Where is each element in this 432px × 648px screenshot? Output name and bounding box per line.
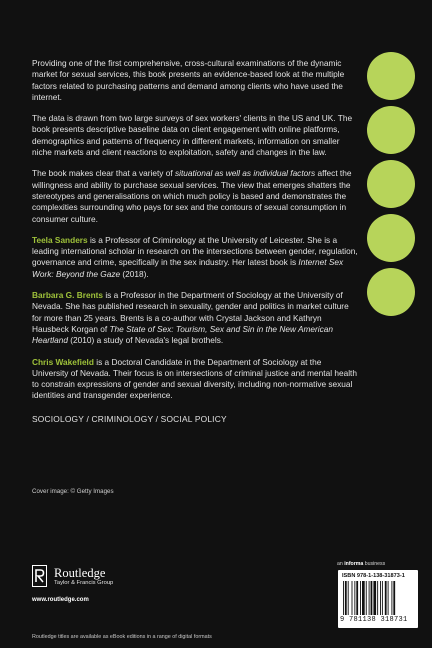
description-p3-end: affect the willingness and ability to purchase sexual services. The view that emerges shatters the stereotypes and generalisations on which much policy is based and demonstrates the complexities surrounding who pays for sex and the contours of sexual consumption in consumer culture. [32,168,352,224]
publisher-group: Taylor & Francis Group [54,580,114,586]
informa-prefix: an [337,561,345,567]
description-paragraph-1: Providing one of the first comprehensive, cross-cultural examinations of the dynamic market for sexual services, this book presents an evidence-based look at the multiple factors related to purchasing patterns and demand among clients who have used the internet. [32,58,345,102]
decorative-dot [367,160,415,208]
author-bio-wakefield [32,357,358,402]
description-p3-emphasis: situational as well as individual factors [174,168,316,179]
ebook-availability-note: Routledge titles are available as eBook editions in a range of digital formats [32,634,212,640]
description-paragraph-2: The data is drawn from two large surveys of sex workers' clients in the US and UK. The book presents descriptive baseline data on client engagement with online platforms, demographics and patterns of frequency in different markets, information on smaller niche markets and client reactions to exploitation, safety and changes in the law. [32,113,353,158]
publisher-name: Routledge [54,566,106,580]
subject-categories: SOCIOLOGY / CRIMINOLOGY / SOCIAL POLICY [32,413,227,424]
informa-tagline [337,561,385,567]
isbn-number: ISBN 978-1-138-31873-1 [342,573,405,579]
author-name: Barbara G. Brents [32,290,104,301]
bio-text-end: (2018). [120,268,149,279]
informa-suffix: business [363,561,386,567]
bio-text: is a Professor of Criminology at the University of Leicester. She is a leading international scholar in research on the intersections between gender, regulation, governance and crime, specifically in the sex industry. Her latest book is [32,234,358,268]
description-p3-start: The book makes clear that a variety of [32,168,175,179]
author-bio-sanders [32,235,358,280]
decorative-dots [367,52,417,322]
barcode-digits: 9 781138 318731 [340,616,408,624]
bio-text: is a Professor in the Department of Sociology at the University of Nevada. She has published research in sexuality, gender and politics in market culture for more than 25 years. Brents is a co-author with Crystal Jackson and Kathryn Hausbeck Korgan of [32,290,349,334]
blurb-column [32,58,358,425]
routledge-r-icon [32,565,47,587]
decorative-dot [367,268,415,316]
bio-text-end: (2010) a study of Nevada's legal brothels. [67,335,224,346]
isbn-barcode [338,570,418,628]
decorative-dot [367,52,415,100]
decorative-dot [367,214,415,262]
author-name: Teela Sanders [32,234,88,245]
cover-image-credit: Cover image: © Getty Images [32,488,114,495]
informa-brand: informa [344,561,364,567]
book-title: The State of Sex: Tourism, Sex and Sin in the New American Heartland [32,323,333,346]
publisher-logo [32,565,202,625]
book-title: Internet Sex Work: Beyond the Gaze [32,257,344,279]
description-paragraph-3 [32,168,358,224]
publisher-url: www.routledge.com [32,597,89,603]
barcode-icon [342,581,414,617]
decorative-dot [367,106,415,154]
author-bio-brents [32,290,358,346]
bio-text: is a Doctoral Candidate in the Department of Sociology at the University of Nevada. Their focus is on intersections of criminal justice and mental health to constrain expressions of gender and sexual diversity, including non-normative sexual identities and transgender experience. [32,356,357,401]
author-name: Chris Wakefield [32,356,94,367]
